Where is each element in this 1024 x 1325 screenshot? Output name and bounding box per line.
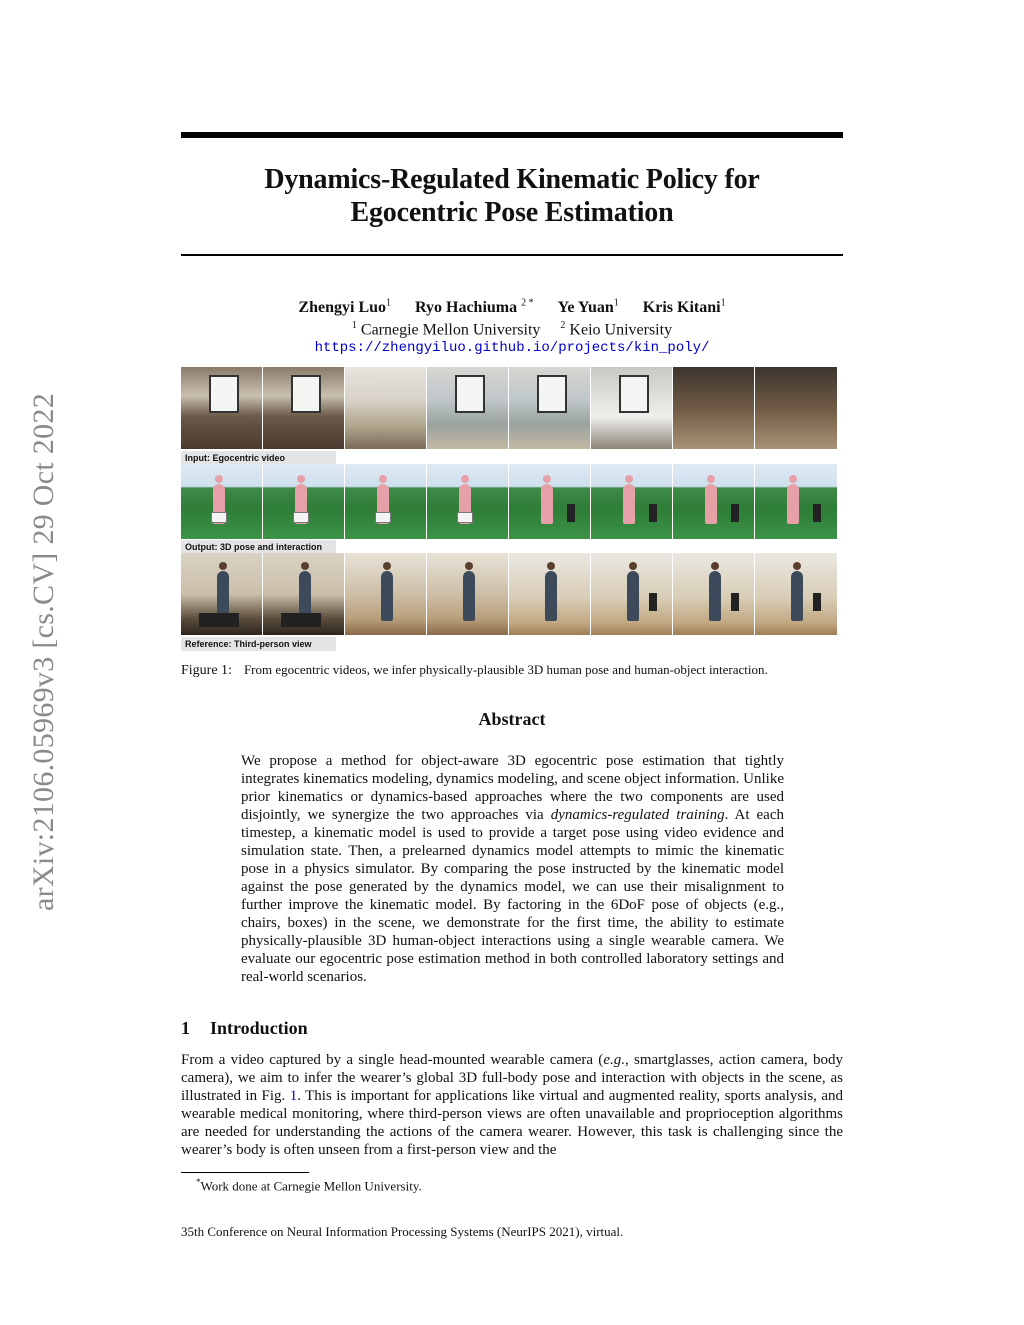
- simulation-frame: [509, 464, 591, 539]
- author: Zhengyi Luo$^1$: [298, 298, 392, 317]
- egocentric-frame: [591, 367, 673, 449]
- simulation-frame: [591, 464, 673, 539]
- arxiv-identifier: arXiv:2106.05969v3 [cs.CV] 29 Oct 2022: [27, 392, 60, 912]
- author: Ye Yuan$^1$: [557, 298, 619, 317]
- input-video-row: [181, 367, 843, 449]
- author: Kris Kitani$^1$: [642, 298, 726, 317]
- reference-view-row: [181, 553, 843, 635]
- simulation-frame: [755, 464, 837, 539]
- row-label-reference: Reference: Third-person view: [181, 637, 336, 651]
- third-person-frame: [345, 553, 427, 635]
- section-title: Introduction: [210, 1018, 308, 1038]
- egocentric-frame: [181, 367, 263, 449]
- affiliation: Carnegie Mellon University: [360, 321, 541, 339]
- figure-reference-link[interactable]: 1: [289, 1088, 298, 1104]
- figure-1: [181, 367, 843, 647]
- author-list: [181, 298, 843, 317]
- figure-caption: [181, 662, 861, 679]
- output-pose-row: [181, 464, 843, 539]
- row-label-input: Input: Egocentric video: [181, 451, 336, 465]
- caption-label: Figure 1:: [181, 663, 232, 678]
- introduction-body: From a video captured by a single head-mounted wearable camera (e.g., smartglasses, action camera, body camera), we aim to infer the wearer’s global 3D full-body pose and interaction with objects in the scene, as illustrated in Fig. 1. This is important for applications like virtual and augmented reality, sports analysis, and wearable medical monitoring, where third-person views are often unavailable and proprioception algorithms are needed for understanding the actions of the camera wearer. However, this task is challenging since the wearer’s body is often unseen from a first-person view and the: [181, 1052, 843, 1158]
- simulation-frame: [427, 464, 509, 539]
- third-person-frame: [673, 553, 755, 635]
- author: Ryo Hachiuma $^{2 *}$: [415, 298, 534, 317]
- egocentric-frame: [673, 367, 755, 449]
- paper-title: [181, 163, 843, 229]
- third-person-frame: [755, 553, 837, 635]
- title-line-2: Egocentric Pose Estimation: [350, 197, 674, 228]
- title-bottom-rule: [181, 254, 843, 256]
- third-person-frame: [427, 553, 509, 635]
- egocentric-frame: [263, 367, 345, 449]
- third-person-frame: [181, 553, 263, 635]
- simulation-frame: [181, 464, 263, 539]
- abstract-heading: Abstract: [478, 709, 546, 729]
- title-line-1: Dynamics-Regulated Kinematic Policy for: [264, 164, 760, 195]
- egocentric-frame: [345, 367, 427, 449]
- venue-note: 35th Conference on Neural Information Processing Systems (NeurIPS 2021), virtual.: [181, 1224, 624, 1239]
- footnote: *Work done at Carnegie Mellon University.: [196, 1177, 422, 1194]
- third-person-frame: [263, 553, 345, 635]
- project-url-link[interactable]: https://zhengyiluo.github.io/projects/kin_poly/: [314, 340, 710, 356]
- footnote-rule: [181, 1172, 309, 1173]
- section-heading: [181, 1018, 308, 1039]
- title-top-rule: [181, 132, 843, 138]
- row-label-output: Output: 3D pose and interaction: [181, 540, 336, 554]
- egocentric-frame: [509, 367, 591, 449]
- third-person-frame: [591, 553, 673, 635]
- affiliations: $^1$ Carnegie Mellon University $^2$ Keio University: [351, 320, 673, 339]
- simulation-frame: [263, 464, 345, 539]
- affiliation: Keio University: [569, 321, 673, 339]
- abstract-body: We propose a method for object-aware 3D egocentric pose estimation that tightly integrates kinematics modeling, dynamics modeling, and scene object information. Unlike prior kinematics or dynamics-based approaches where the two components are used disjointly, we synergize the two approaches via dynamics-regulated training. At each timestep, a kinematic model is used to provide a target pose using video evidence and simulation state. Then, a prelearned dynamics model attempts to mimic the kinematic pose in a physics simulator. By comparing the pose instructed by the kinematic model against the pose generated by the dynamics model, we can use their misalignment to further improve the kinematic model. By factoring in the 6DoF pose of objects (e.g., chairs, boxes) in the scene, we demonstrate for the first time, the ability to estimate physically-plausible 3D human-object interactions using a single wearable camera. We evaluate our egocentric pose estimation method in both controlled laboratory settings and real-world scenarios.: [241, 753, 785, 985]
- third-person-frame: [509, 553, 591, 635]
- section-number: 1: [181, 1018, 190, 1038]
- egocentric-frame: [427, 367, 509, 449]
- simulation-frame: [345, 464, 427, 539]
- simulation-frame: [673, 464, 755, 539]
- egocentric-frame: [755, 367, 837, 449]
- caption-text: From egocentric videos, we infer physically-plausible 3D human pose and human-object interaction.: [243, 662, 768, 677]
